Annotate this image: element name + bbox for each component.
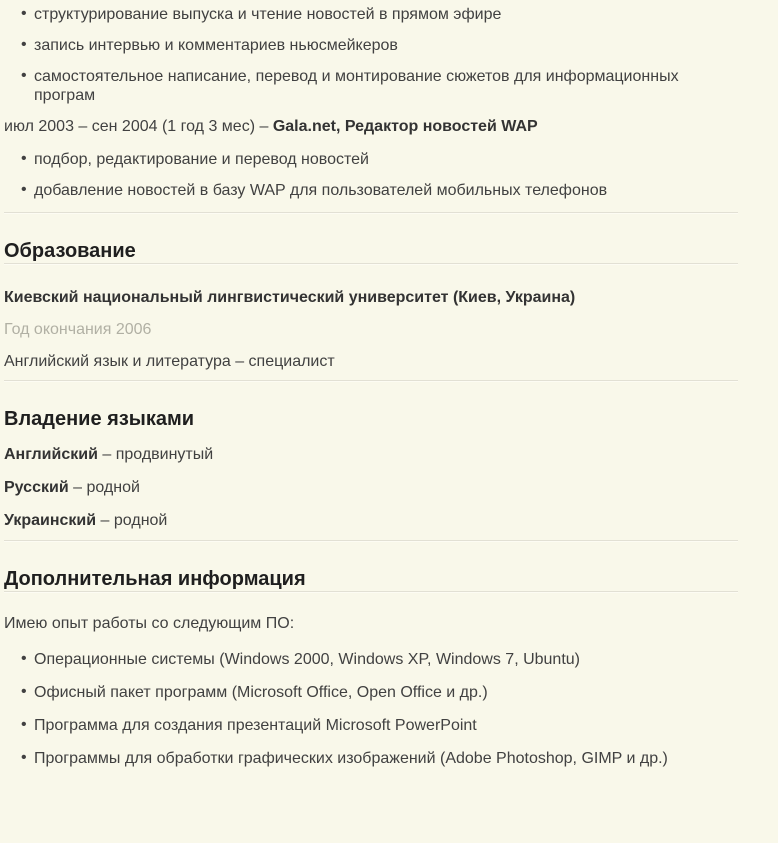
language-separator: – [68,479,87,496]
software-item: • Программы для обработки графических изображений (Adobe Photoshop, GIMP и др.) [4,749,738,768]
duty-item: • запись интервью и комментариев ньюсмейкеров [4,36,738,55]
additional-info-section [4,568,738,768]
software-item: • Программа для создания презентаций Microsoft PowerPoint [4,716,738,735]
experience-section [4,5,738,200]
language-level: родной [86,479,140,496]
language-item [4,445,738,464]
job2-period: июл 2003 – сен 2004 (1 год 3 мес) – [4,118,273,135]
job2-duties-list [4,150,738,200]
section-divider [4,212,738,214]
language-separator: – [96,512,114,529]
job1-duties-list [4,5,738,105]
language-separator: – [97,446,116,463]
language-item [4,478,738,497]
software-item: • Офисный пакет программ (Microsoft Office, Open Office и др.) [4,683,738,702]
education-university: Киевский национальный лингвистический университет (Киев, Украина) [4,289,576,306]
language-name: Русский [4,479,69,496]
section-divider [4,380,738,382]
job2-title: Gala.net, Редактор новостей WAP [272,118,538,135]
software-item: • Операционные системы (Windows 2000, Windows XP, Windows 7, Ubuntu) [4,650,738,669]
additional-info-heading: Дополнительная информация [4,568,306,590]
section-divider [4,263,738,265]
language-name: Украинский [4,512,97,529]
language-level: родной [113,512,168,529]
education-specialty: Английский язык и литература – специалист [4,353,335,370]
duty-item: • структурирование выпуска и чтение новостей в прямом эфире [4,5,738,24]
software-list [4,650,738,768]
languages-list [4,445,738,530]
education-graduation-year: Год окончания 2006 [4,321,152,338]
section-divider [4,591,738,593]
software-intro: Имею опыт работы со следующим ПО: [4,615,295,632]
section-divider [4,540,738,542]
language-name: Английский [4,446,98,463]
duty-item: • подбор, редактирование и перевод новостей [4,150,738,169]
languages-section [4,408,738,530]
duty-item: • добавление новостей в базу WAP для пользователей мобильных телефонов [4,181,738,200]
education-heading: Образование [4,240,136,262]
language-item [4,511,738,530]
languages-heading: Владение языками [4,408,195,430]
language-level: продвинутый [115,446,214,463]
duty-item: • самостоятельное написание, перевод и монтирование сюжетов для информационных програм [4,67,738,105]
education-section [4,240,738,371]
job2-header [4,117,738,136]
